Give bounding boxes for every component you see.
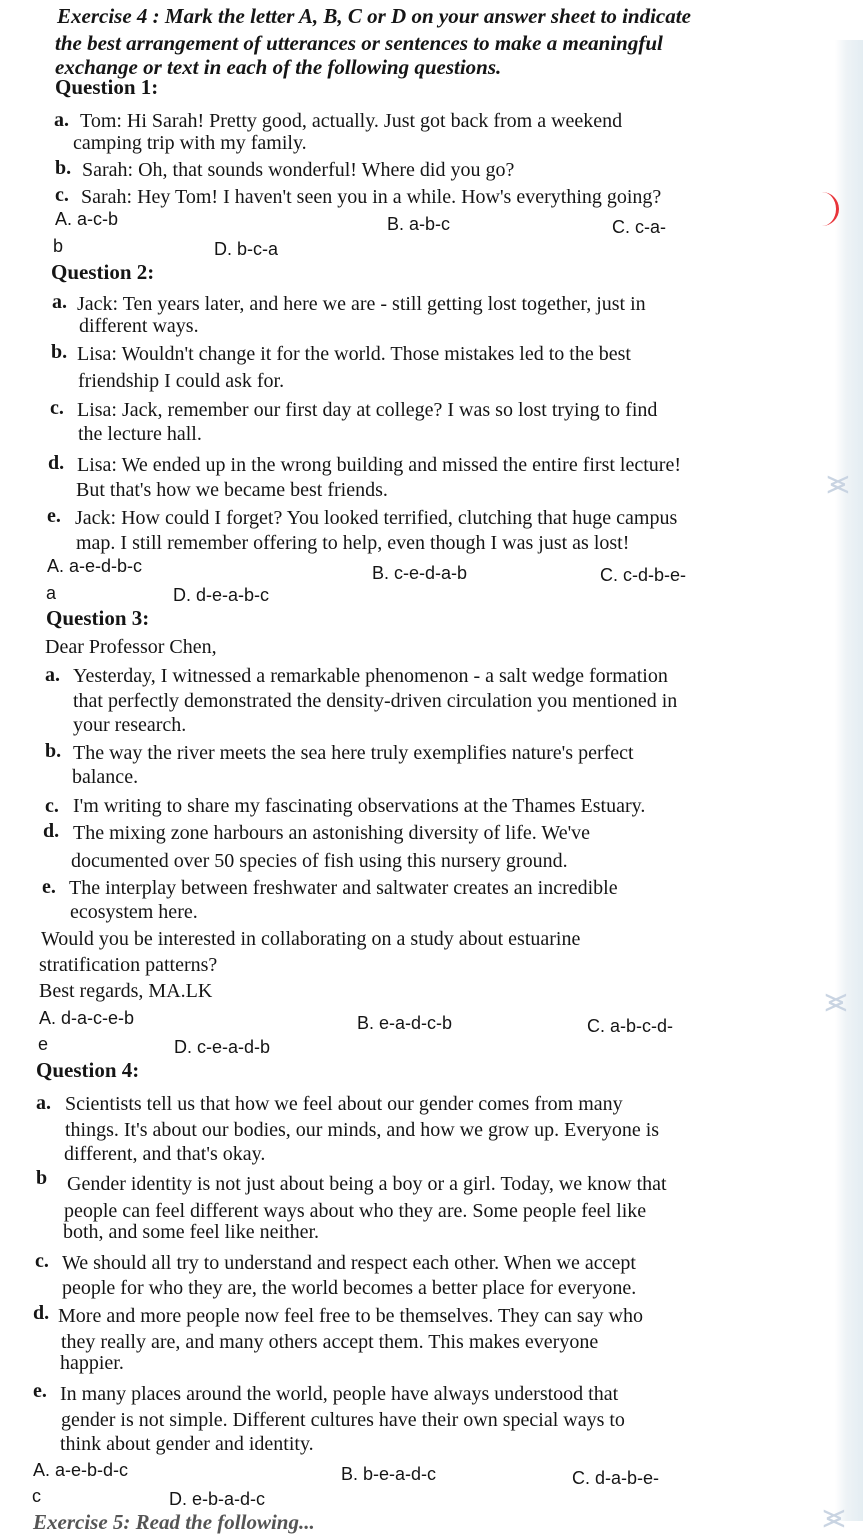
q4-option-c-cont: c	[32, 1486, 41, 1506]
q3-c-line-1: I'm writing to share my fascinating observations at the Thames Estuary.	[73, 795, 646, 817]
q4-b-line-1: Gender identity is not just about being a boy or a girl. Today, we know that	[67, 1173, 667, 1195]
q3-option-d: D. c-e-a-d-b	[174, 1037, 271, 1057]
q3-d-line-2: documented over 50 species of fish using this nursery ground.	[71, 850, 568, 872]
q3-d-label: d.	[43, 820, 60, 842]
q1-option-d: D. b-c-a	[214, 239, 279, 259]
q4-b-label: b	[36, 1167, 48, 1189]
exercise-title-line-1: Exercise 4 : Mark the letter A, B, C or D on your answer sheet to indicate	[57, 4, 691, 28]
q1-b-line-1: Sarah: Oh, that sounds wonderful! Where did you go?	[82, 159, 515, 181]
q3-signature: Best regards, MA.LK	[39, 980, 213, 1002]
q2-c-line-1: Lisa: Jack, remember our first day at college? I was so lost trying to find	[77, 399, 658, 421]
edge-curve-icon: ⪤	[822, 1496, 845, 1536]
q4-option-a: A. a-e-b-d-c	[33, 1460, 129, 1480]
q2-option-b: B. c-e-d-a-b	[372, 563, 468, 583]
q2-a-label: a.	[52, 291, 67, 313]
edge-curve-icon: ⪤	[824, 980, 847, 1020]
q2-c-line-2: the lecture hall.	[78, 423, 202, 445]
q1-option-a: A. a-c-b	[55, 209, 119, 229]
q4-option-b: B. b-e-a-d-c	[341, 1464, 437, 1484]
q3-salutation: Dear Professor Chen,	[45, 636, 217, 658]
q3-a-label: a.	[45, 664, 60, 686]
q2-b-line-2: friendship I could ask for.	[78, 370, 285, 392]
q1-option-c: C. c-a-	[612, 217, 666, 237]
q3-closing-line-1: Would you be interested in collaborating on a study about estuarine	[41, 928, 581, 950]
q2-e-line-1: Jack: How could I forget? You looked terrified, clutching that huge campus	[75, 507, 678, 529]
q2-option-d: D. d-e-a-b-c	[173, 585, 270, 605]
q3-b-line-1: The way the river meets the sea here truly exemplifies nature's perfect	[73, 742, 634, 764]
q4-a-line-3: different, and that's okay.	[64, 1143, 266, 1165]
q2-option-a: A. a-e-d-b-c	[47, 556, 143, 576]
q1-option-c-cont: b	[53, 236, 64, 256]
q2-d-line-2: But that's how we became best friends.	[76, 479, 388, 501]
q4-a-line-2: things. It's about our bodies, our minds, and how we grow up. Everyone is	[65, 1119, 660, 1141]
q2-e-line-2: map. I still remember offering to help, even though I was just as lost!	[76, 532, 630, 554]
q2-d-label: d.	[48, 452, 65, 474]
q1-b-label: b.	[55, 157, 72, 179]
exercise-title-line-2: the best arrangement of utterances or sentences to make a meaningful	[55, 31, 663, 55]
q4-e-line-2: gender is not simple. Different cultures have their own special ways to	[61, 1409, 625, 1431]
q4-option-d: D. e-b-a-d-c	[169, 1489, 266, 1509]
q4-c-line-2: people for who they are, the world becomes a better place for everyone.	[62, 1277, 637, 1299]
q4-a-label: a.	[36, 1092, 51, 1114]
q2-b-line-1: Lisa: Wouldn't change it for the world. Those mistakes led to the best	[77, 343, 631, 365]
q1-a-label: a.	[54, 109, 69, 131]
q1-a-line-1: Tom: Hi Sarah! Pretty good, actually. Just got back from a weekend	[80, 110, 623, 132]
q3-e-label: e.	[42, 876, 56, 898]
q4-b-line-3: both, and some feel like neither.	[63, 1221, 320, 1243]
q4-d-line-1: More and more people now feel free to be themselves. They can say who	[58, 1305, 643, 1327]
q3-b-line-2: balance.	[72, 766, 139, 788]
q2-b-label: b.	[51, 341, 68, 363]
q2-d-line-1: Lisa: We ended up in the wrong building and missed the entire first lecture!	[77, 454, 681, 476]
q4-e-line-1: In many places around the world, people have always understood that	[60, 1383, 619, 1405]
q4-heading: Question 4:	[36, 1058, 140, 1082]
q1-c-label: c.	[55, 184, 69, 206]
q2-heading: Question 2:	[51, 260, 155, 284]
q3-d-line-1: The mixing zone harbours an astonishing diversity of life. We've	[73, 822, 591, 844]
q2-option-c: C. c-d-b-e-	[600, 565, 687, 585]
q2-e-label: e.	[47, 505, 61, 527]
q4-c-line-1: We should all try to understand and respect each other. When we accept	[62, 1252, 636, 1274]
q4-b-line-2: people can feel different ways about who they are. Some people feel like	[64, 1200, 647, 1222]
q1-a-line-2: camping trip with my family.	[73, 132, 307, 154]
q3-option-c: C. a-b-c-d-	[587, 1016, 674, 1036]
exercise-title-line-3: exchange or text in each of the following questions.	[55, 55, 502, 79]
q3-a-line-1: Yesterday, I witnessed a remarkable phenomenon - a salt wedge formation	[73, 665, 668, 687]
q3-e-line-2: ecosystem here.	[70, 901, 198, 923]
next-exercise-cut-heading: Exercise 5: Read the following...	[33, 1510, 315, 1534]
q3-option-b: B. e-a-d-c-b	[357, 1013, 453, 1033]
q3-option-c-cont: e	[38, 1034, 49, 1054]
q4-d-line-2: they really are, and many others accept them. This makes everyone	[61, 1331, 599, 1353]
q2-a-line-1: Jack: Ten years later, and here we are - still getting lost together, just in	[77, 293, 646, 315]
q1-heading: Question 1:	[55, 75, 159, 99]
q3-a-line-3: your research.	[73, 714, 187, 736]
q4-c-label: c.	[35, 1250, 49, 1272]
q3-heading: Question 3:	[46, 606, 150, 630]
edge-curve-icon: ⪤	[826, 462, 849, 502]
q2-option-c-cont: a	[46, 583, 57, 603]
q1-c-line-1: Sarah: Hey Tom! I haven't seen you in a while. How's everything going?	[81, 186, 662, 208]
q4-option-c: C. d-a-b-e-	[572, 1468, 660, 1488]
q3-a-line-2: that perfectly demonstrated the density-driven circulation you mentioned in	[73, 690, 678, 712]
q2-a-line-2: different ways.	[79, 315, 199, 337]
q3-e-line-1: The interplay between freshwater and saltwater creates an incredible	[69, 877, 618, 899]
q3-closing-line-2: stratification patterns?	[39, 954, 218, 976]
q3-c-label: c.	[45, 795, 59, 817]
q4-a-line-1: Scientists tell us that how we feel about our gender comes from many	[65, 1093, 623, 1115]
q3-b-label: b.	[45, 740, 62, 762]
q2-c-label: c.	[50, 397, 64, 419]
q4-d-label: d.	[33, 1302, 50, 1324]
page-edge	[835, 40, 863, 1521]
q4-e-line-3: think about gender and identity.	[60, 1433, 314, 1455]
q4-e-label: e.	[33, 1380, 47, 1402]
q3-option-a: A. d-a-c-e-b	[39, 1008, 135, 1028]
q1-option-b: B. a-b-c	[387, 214, 451, 234]
q4-d-line-3: happier.	[60, 1352, 124, 1374]
